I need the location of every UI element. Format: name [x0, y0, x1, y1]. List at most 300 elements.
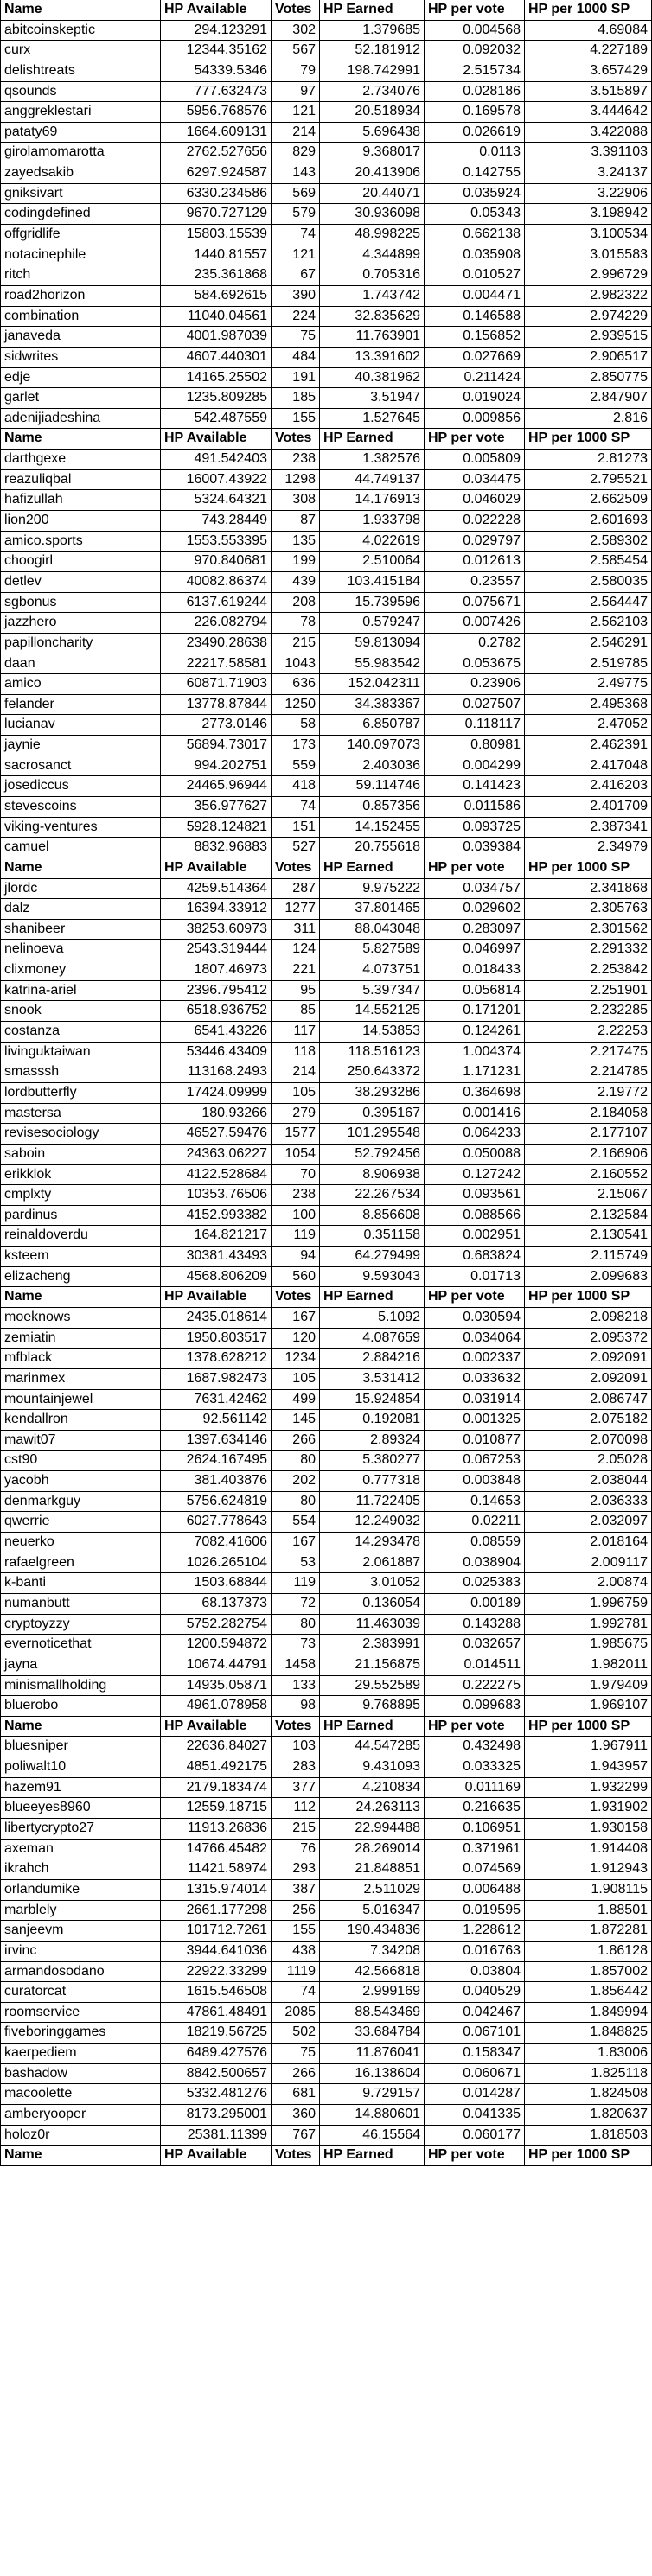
table-row: [0, 41, 652, 61]
hp-available-cell: 2661.177298: [161, 1901, 272, 1922]
hp-earned-cell: 44.547285: [320, 1737, 425, 1757]
votes-cell: 119: [272, 1226, 320, 1247]
table-row: [0, 1329, 652, 1349]
table-row: [0, 2105, 652, 2126]
hp-earned-cell: 3.01052: [320, 1573, 425, 1594]
name-cell: kaerpediem: [0, 2044, 161, 2064]
table-row: [0, 1778, 652, 1799]
table-row: [0, 511, 652, 532]
hp-earned-cell: 118.516123: [320, 1043, 425, 1063]
hp-per-vote-cell: 0.041335: [425, 2105, 525, 2126]
hp-available-cell: 584.692615: [161, 286, 272, 307]
hp-earned-cell: 0.777318: [320, 1471, 425, 1492]
hp-earned-cell: 3.531412: [320, 1369, 425, 1390]
hp-available-cell: 24465.96944: [161, 776, 272, 797]
hp-available-cell: 4607.440301: [161, 348, 272, 368]
hp-per-1000-sp-cell: 1.83006: [525, 2044, 652, 2064]
hp-earned-cell: 59.813094: [320, 634, 425, 654]
votes-cell: 1043: [272, 654, 320, 675]
hp-per-vote-cell: 0.211424: [425, 368, 525, 389]
name-cell: libertycrypto27: [0, 1819, 161, 1840]
hp-earned-cell: 0.705316: [320, 265, 425, 286]
header-hp-available: HP Available: [161, 1287, 272, 1308]
hp-earned-cell: 21.848851: [320, 1859, 425, 1880]
table-row: [0, 1615, 652, 1636]
table-row: [0, 1737, 652, 1757]
votes-cell: 636: [272, 674, 320, 695]
votes-cell: 80: [272, 1451, 320, 1471]
hp-available-cell: 30381.43493: [161, 1247, 272, 1267]
hp-per-vote-cell: 0.038904: [425, 1553, 525, 1574]
hp-earned-cell: 152.042311: [320, 674, 425, 695]
hp-per-1000-sp-cell: 2.099683: [525, 1267, 652, 1288]
name-cell: snook: [0, 1001, 161, 1022]
hp-per-vote-cell: 0.004568: [425, 21, 525, 41]
votes-cell: 1250: [272, 695, 320, 716]
hp-per-vote-cell: 0.003848: [425, 1471, 525, 1492]
table-row: [0, 348, 652, 368]
name-cell: edje: [0, 368, 161, 389]
hp-per-vote-cell: 0.106951: [425, 1819, 525, 1840]
hp-available-cell: 9670.727129: [161, 204, 272, 225]
hp-earned-cell: 13.391602: [320, 348, 425, 368]
hp-available-cell: 1807.46973: [161, 960, 272, 981]
name-cell: amberyooper: [0, 2105, 161, 2126]
hp-per-1000-sp-cell: 2.184058: [525, 1104, 652, 1125]
name-cell: jayna: [0, 1655, 161, 1676]
header-name: Name: [0, 858, 161, 879]
votes-cell: 121: [272, 245, 320, 266]
name-cell: felander: [0, 695, 161, 716]
hp-earned-cell: 11.763901: [320, 327, 425, 348]
table-row: [0, 184, 652, 205]
hp-available-cell: 4152.993382: [161, 1206, 272, 1227]
hp-earned-cell: 1.527645: [320, 409, 425, 430]
hp-available-cell: 1315.974014: [161, 1880, 272, 1901]
hp-per-1000-sp-cell: 1.872281: [525, 1921, 652, 1942]
hp-per-1000-sp-cell: 3.422088: [525, 123, 652, 143]
name-cell: qsounds: [0, 82, 161, 103]
hp-earned-cell: 2.383991: [320, 1635, 425, 1655]
hp-per-vote-cell: 0.007426: [425, 613, 525, 634]
header-name: Name: [0, 429, 161, 450]
hp-per-vote-cell: 0.060671: [425, 2064, 525, 2085]
name-cell: nelinoeva: [0, 940, 161, 960]
hp-available-cell: 10353.76506: [161, 1185, 272, 1206]
hp-earned-cell: 64.279499: [320, 1247, 425, 1267]
hp-per-vote-cell: 0.064233: [425, 1124, 525, 1145]
hp-available-cell: 1440.81557: [161, 245, 272, 266]
header-row: [0, 2146, 652, 2166]
hp-per-1000-sp-cell: 2.417048: [525, 756, 652, 777]
header-row: [0, 1287, 652, 1308]
hp-available-cell: 11040.04561: [161, 307, 272, 328]
table-row: [0, 1083, 652, 1104]
hp-earned-cell: 20.755618: [320, 838, 425, 858]
hp-per-1000-sp-cell: 2.341868: [525, 879, 652, 900]
votes-cell: 829: [272, 143, 320, 163]
hp-per-1000-sp-cell: 4.69084: [525, 21, 652, 41]
hp-per-vote-cell: 2.515734: [425, 61, 525, 82]
hp-per-1000-sp-cell: 2.253842: [525, 960, 652, 981]
hp-per-1000-sp-cell: 3.444642: [525, 102, 652, 123]
votes-cell: 439: [272, 572, 320, 593]
votes-cell: 302: [272, 21, 320, 41]
votes-cell: 105: [272, 1083, 320, 1104]
name-cell: marinmex: [0, 1369, 161, 1390]
hp-available-cell: 8173.295001: [161, 2105, 272, 2126]
hp-per-vote-cell: 0.142755: [425, 163, 525, 184]
table-row: [0, 1267, 652, 1288]
hp-earned-cell: 250.643372: [320, 1062, 425, 1083]
hp-per-vote-cell: 0.093725: [425, 818, 525, 838]
hp-per-vote-cell: 0.143288: [425, 1615, 525, 1636]
name-cell: adenijiadeshina: [0, 409, 161, 430]
table-row: [0, 2084, 652, 2105]
name-cell: jlordc: [0, 879, 161, 900]
hp-per-1000-sp-cell: 2.387341: [525, 818, 652, 838]
votes-cell: 215: [272, 1819, 320, 1840]
hp-available-cell: 4122.528684: [161, 1165, 272, 1186]
name-cell: axeman: [0, 1840, 161, 1860]
hp-earned-cell: 9.593043: [320, 1267, 425, 1288]
name-cell: amico.sports: [0, 532, 161, 552]
table-row: [0, 1185, 652, 1206]
votes-cell: 118: [272, 1043, 320, 1063]
hp-earned-cell: 32.835629: [320, 307, 425, 328]
hp-per-1000-sp-cell: 3.515897: [525, 82, 652, 103]
name-cell: lordbutterfly: [0, 1083, 161, 1104]
hp-available-cell: 10674.44791: [161, 1655, 272, 1676]
hp-available-cell: 1664.609131: [161, 123, 272, 143]
table-row: [0, 674, 652, 695]
hp-earned-cell: 44.749137: [320, 470, 425, 491]
hp-per-vote-cell: 0.662138: [425, 225, 525, 245]
hp-per-1000-sp-cell: 2.177107: [525, 1124, 652, 1145]
table-row: [0, 327, 652, 348]
name-cell: mawit07: [0, 1431, 161, 1451]
hp-per-1000-sp-cell: 3.22906: [525, 184, 652, 205]
hp-per-vote-cell: 0.033325: [425, 1757, 525, 1778]
votes-cell: 72: [272, 1594, 320, 1615]
hp-earned-cell: 0.192081: [320, 1410, 425, 1431]
table-row: [0, 1145, 652, 1165]
table-row: [0, 1492, 652, 1513]
hp-available-cell: 23490.28638: [161, 634, 272, 654]
name-cell: irvinc: [0, 1942, 161, 1962]
votes-cell: 390: [272, 286, 320, 307]
hp-per-vote-cell: 0.093561: [425, 1185, 525, 1206]
name-cell: darthgexe: [0, 450, 161, 470]
table-row: [0, 1471, 652, 1492]
hp-earned-cell: 9.431093: [320, 1757, 425, 1778]
header-row: [0, 1717, 652, 1738]
hp-per-1000-sp-cell: 2.795521: [525, 470, 652, 491]
name-cell: neuerko: [0, 1533, 161, 1553]
hp-per-1000-sp-cell: 2.160552: [525, 1165, 652, 1186]
hp-available-cell: 5756.624819: [161, 1492, 272, 1513]
hp-per-1000-sp-cell: 1.86128: [525, 1942, 652, 1962]
hp-available-cell: 11421.58974: [161, 1859, 272, 1880]
table-row: [0, 1798, 652, 1819]
votes-cell: 215: [272, 634, 320, 654]
hp-per-vote-cell: 0.067101: [425, 2023, 525, 2044]
hp-per-vote-cell: 0.035908: [425, 245, 525, 266]
hp-per-vote-cell: 0.025383: [425, 1573, 525, 1594]
hp-per-1000-sp-cell: 1.849994: [525, 2003, 652, 2024]
hp-per-1000-sp-cell: 2.416203: [525, 776, 652, 797]
table-row: [0, 960, 652, 981]
hp-earned-cell: 198.742991: [320, 61, 425, 82]
hp-per-vote-cell: 0.156852: [425, 327, 525, 348]
hp-per-vote-cell: 0.118117: [425, 715, 525, 736]
hp-earned-cell: 9.729157: [320, 2084, 425, 2105]
name-cell: hafizullah: [0, 490, 161, 511]
hp-per-1000-sp-cell: 3.657429: [525, 61, 652, 82]
hp-available-cell: 4961.078958: [161, 1696, 272, 1717]
name-cell: lucianav: [0, 715, 161, 736]
hp-available-cell: 38253.60973: [161, 920, 272, 940]
header-hp-per-vote: HP per vote: [425, 2146, 525, 2166]
hp-available-cell: 16394.33912: [161, 899, 272, 920]
hp-earned-cell: 52.181912: [320, 41, 425, 61]
table-row: [0, 1594, 652, 1615]
votes-cell: 185: [272, 388, 320, 409]
hp-per-vote-cell: 0.088566: [425, 1206, 525, 1227]
table-row: [0, 899, 652, 920]
hp-per-vote-cell: 0.026619: [425, 123, 525, 143]
hp-per-vote-cell: 0.046029: [425, 490, 525, 511]
hp-per-1000-sp-cell: 2.585454: [525, 552, 652, 572]
votes-cell: 75: [272, 327, 320, 348]
hp-per-1000-sp-cell: 2.996729: [525, 265, 652, 286]
hp-available-cell: 1200.594872: [161, 1635, 272, 1655]
hp-earned-cell: 11.463039: [320, 1615, 425, 1636]
hp-per-1000-sp-cell: 2.49775: [525, 674, 652, 695]
table-row: [0, 1206, 652, 1227]
table-row: [0, 1573, 652, 1594]
hp-available-cell: 1235.809285: [161, 388, 272, 409]
hp-per-1000-sp-cell: 2.519785: [525, 654, 652, 675]
table-row: [0, 1696, 652, 1717]
hp-available-cell: 12559.18715: [161, 1798, 272, 1819]
hp-per-1000-sp-cell: 2.009117: [525, 1553, 652, 1574]
table-row: [0, 1533, 652, 1553]
hp-earned-cell: 14.293478: [320, 1533, 425, 1553]
votes-cell: 527: [272, 838, 320, 858]
name-cell: camuel: [0, 838, 161, 858]
votes-cell: 214: [272, 1062, 320, 1083]
header-hp-available: HP Available: [161, 2146, 272, 2166]
votes-cell: 484: [272, 348, 320, 368]
table-row: [0, 1676, 652, 1697]
votes-cell: 105: [272, 1369, 320, 1390]
name-cell: road2horizon: [0, 286, 161, 307]
table-row: [0, 1104, 652, 1125]
hp-available-cell: 994.202751: [161, 756, 272, 777]
hp-per-1000-sp-cell: 1.969107: [525, 1696, 652, 1717]
header-name: Name: [0, 1287, 161, 1308]
votes-cell: 502: [272, 2023, 320, 2044]
name-cell: jaynie: [0, 736, 161, 756]
hp-per-vote-cell: 0.127242: [425, 1165, 525, 1186]
hp-earned-cell: 40.381962: [320, 368, 425, 389]
votes-cell: 283: [272, 1757, 320, 1778]
name-cell: sanjeevm: [0, 1921, 161, 1942]
table-row: [0, 654, 652, 675]
hp-earned-cell: 2.510064: [320, 552, 425, 572]
votes-cell: 214: [272, 123, 320, 143]
hp-per-1000-sp-cell: 1.967911: [525, 1737, 652, 1757]
header-row: [0, 0, 652, 21]
hp-available-cell: 1503.68844: [161, 1573, 272, 1594]
name-cell: bluesniper: [0, 1737, 161, 1757]
votes-cell: 2085: [272, 2003, 320, 2024]
hp-available-cell: 8832.96883: [161, 838, 272, 858]
hp-per-vote-cell: 0.012613: [425, 552, 525, 572]
hp-per-vote-cell: 0.004471: [425, 286, 525, 307]
votes-cell: 143: [272, 163, 320, 184]
name-cell: bluerobo: [0, 1696, 161, 1717]
hp-earned-cell: 30.936098: [320, 204, 425, 225]
votes-cell: 98: [272, 1696, 320, 1717]
hp-available-cell: 164.821217: [161, 1226, 272, 1247]
votes-cell: 287: [272, 879, 320, 900]
hp-available-cell: 2762.527656: [161, 143, 272, 163]
header-row: [0, 858, 652, 879]
table-row: [0, 2064, 652, 2085]
hp-per-1000-sp-cell: 3.198942: [525, 204, 652, 225]
header-votes: Votes: [272, 858, 320, 879]
hp-per-vote-cell: 0.171201: [425, 1001, 525, 1022]
hp-per-1000-sp-cell: 2.036333: [525, 1492, 652, 1513]
name-cell: costanza: [0, 1022, 161, 1043]
name-cell: cryptoyzzy: [0, 1615, 161, 1636]
header-hp-earned: HP Earned: [320, 1717, 425, 1738]
hp-per-1000-sp-cell: 2.305763: [525, 899, 652, 920]
hp-available-cell: 14766.45482: [161, 1840, 272, 1860]
hp-per-vote-cell: 0.02211: [425, 1512, 525, 1533]
hp-per-1000-sp-cell: 2.81273: [525, 450, 652, 470]
votes-cell: 1577: [272, 1124, 320, 1145]
hp-earned-cell: 52.792456: [320, 1145, 425, 1165]
table-row: [0, 1921, 652, 1942]
name-cell: denmarkguy: [0, 1492, 161, 1513]
hp-per-vote-cell: 0.050088: [425, 1145, 525, 1165]
votes-cell: 53: [272, 1553, 320, 1574]
hp-per-vote-cell: 0.00189: [425, 1594, 525, 1615]
table-row: [0, 1819, 652, 1840]
votes-cell: 1054: [272, 1145, 320, 1165]
hp-earned-cell: 4.210834: [320, 1778, 425, 1799]
hp-per-vote-cell: 0.03804: [425, 1962, 525, 1983]
table-row: [0, 981, 652, 1002]
name-cell: katrina-ariel: [0, 981, 161, 1002]
hp-per-vote-cell: 0.039384: [425, 838, 525, 858]
header-row: [0, 429, 652, 450]
name-cell: saboin: [0, 1145, 161, 1165]
hp-per-1000-sp-cell: 2.564447: [525, 593, 652, 614]
hp-per-vote-cell: 0.053675: [425, 654, 525, 675]
hp-per-1000-sp-cell: 1.985675: [525, 1635, 652, 1655]
votes-cell: 560: [272, 1267, 320, 1288]
table-row: [0, 82, 652, 103]
hp-per-vote-cell: 0.034064: [425, 1329, 525, 1349]
header-hp-per-vote: HP per vote: [425, 1287, 525, 1308]
votes-cell: 279: [272, 1104, 320, 1125]
hp-earned-cell: 0.579247: [320, 613, 425, 634]
hp-earned-cell: 34.383367: [320, 695, 425, 716]
hp-per-1000-sp-cell: 2.095372: [525, 1329, 652, 1349]
name-cell: anggreklestari: [0, 102, 161, 123]
votes-cell: 87: [272, 511, 320, 532]
votes-cell: 75: [272, 2044, 320, 2064]
table-row: [0, 797, 652, 818]
hp-available-cell: 4568.806209: [161, 1267, 272, 1288]
hp-per-vote-cell: 0.067253: [425, 1451, 525, 1471]
name-cell: zayedsakib: [0, 163, 161, 184]
hp-earned-cell: 33.684784: [320, 2023, 425, 2044]
votes-cell: 97: [272, 82, 320, 103]
header-votes: Votes: [272, 1287, 320, 1308]
hp-available-cell: 92.561142: [161, 1410, 272, 1431]
table-row: [0, 286, 652, 307]
table-row: [0, 409, 652, 430]
hp-per-vote-cell: 1.004374: [425, 1043, 525, 1063]
hp-available-cell: 47861.48491: [161, 2003, 272, 2024]
hp-per-1000-sp-cell: 2.098218: [525, 1308, 652, 1329]
header-hp-available: HP Available: [161, 1717, 272, 1738]
hp-earned-cell: 7.34208: [320, 1942, 425, 1962]
hp-available-cell: 11913.26836: [161, 1819, 272, 1840]
hp-per-vote-cell: 0.08559: [425, 1533, 525, 1553]
hp-available-cell: 180.93266: [161, 1104, 272, 1125]
hp-earned-cell: 21.156875: [320, 1655, 425, 1676]
table-row: [0, 470, 652, 491]
hp-earned-cell: 11.876041: [320, 2044, 425, 2064]
hp-per-vote-cell: 0.060177: [425, 2126, 525, 2146]
hp-available-cell: 1397.634146: [161, 1431, 272, 1451]
hp-per-vote-cell: 0.011586: [425, 797, 525, 818]
hp-per-vote-cell: 0.011169: [425, 1778, 525, 1799]
table-row: [0, 920, 652, 940]
hp-earned-cell: 20.44071: [320, 184, 425, 205]
name-cell: holoz0r: [0, 2126, 161, 2146]
hp-earned-cell: 88.043048: [320, 920, 425, 940]
votes-cell: 293: [272, 1859, 320, 1880]
hp-per-1000-sp-cell: 2.291332: [525, 940, 652, 960]
hp-earned-cell: 9.975222: [320, 879, 425, 900]
name-cell: macoolette: [0, 2084, 161, 2105]
hp-per-vote-cell: 0.009856: [425, 409, 525, 430]
votes-cell: 221: [272, 960, 320, 981]
votes-cell: 199: [272, 552, 320, 572]
votes-cell: 579: [272, 204, 320, 225]
name-cell: k-banti: [0, 1573, 161, 1594]
hp-per-vote-cell: 0.124261: [425, 1022, 525, 1043]
hp-per-1000-sp-cell: 3.24137: [525, 163, 652, 184]
hp-available-cell: 8842.500657: [161, 2064, 272, 2085]
header-name: Name: [0, 0, 161, 21]
hp-available-cell: 6541.43226: [161, 1022, 272, 1043]
hp-earned-cell: 15.739596: [320, 593, 425, 614]
table-row: [0, 838, 652, 858]
hp-per-1000-sp-cell: 1.825118: [525, 2064, 652, 2085]
name-cell: gniksivart: [0, 184, 161, 205]
hp-per-1000-sp-cell: 2.401709: [525, 797, 652, 818]
hp-earned-cell: 59.114746: [320, 776, 425, 797]
table-row: [0, 1859, 652, 1880]
